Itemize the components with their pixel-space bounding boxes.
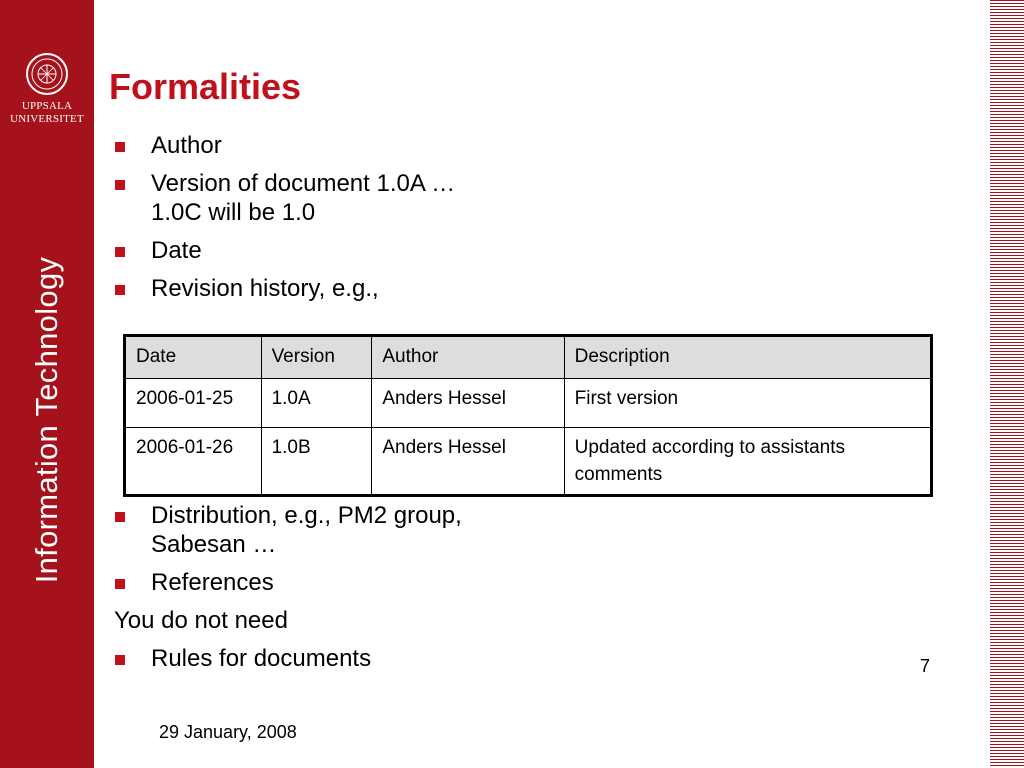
cell-author: Anders Hessel: [372, 428, 564, 496]
logo-line-1: UPPSALA: [21, 100, 73, 112]
footer-date: 29 January, 2008: [159, 722, 297, 742]
square-bullet-icon: [115, 579, 125, 589]
bullet-text: References: [151, 569, 274, 596]
logo-line-2: UNIVERSITET: [10, 113, 84, 125]
bullet-text: Revision history, e.g.,: [151, 275, 379, 302]
cell-date: 2006-01-25: [125, 379, 262, 428]
bullet-list-top: [114, 131, 455, 312]
bullet-text: Date: [151, 237, 202, 264]
bullet-item: [114, 131, 455, 160]
plain-text: You do not need: [114, 607, 288, 634]
bullet-item: [114, 236, 455, 265]
bullet-text-line-1: Distribution, e.g., PM2 group,: [151, 502, 462, 529]
square-bullet-icon: [115, 512, 125, 522]
bullet-list-bottom: [114, 501, 462, 682]
bullet-item: [114, 644, 462, 673]
page-number: 7: [920, 656, 931, 676]
column-header-date: Date: [125, 336, 262, 379]
square-bullet-icon: [115, 247, 125, 257]
revision-history-table: [123, 334, 933, 497]
bullet-item: [114, 568, 462, 597]
column-header-description: Description: [564, 336, 931, 379]
cell-version: 1.0A: [261, 379, 372, 428]
table-row: [125, 379, 932, 428]
bullet-item: [114, 169, 455, 227]
bullet-text-line-2: Sabesan …: [151, 531, 277, 558]
column-header-author: Author: [372, 336, 564, 379]
square-bullet-icon: [115, 180, 125, 190]
cell-version: 1.0B: [261, 428, 372, 496]
seal-icon: [25, 52, 69, 96]
square-bullet-icon: [115, 285, 125, 295]
sidebar-vertical-title: Information Technology: [29, 256, 64, 584]
bullet-text: Author: [151, 132, 222, 159]
table-row: [125, 428, 932, 496]
bullet-item: [114, 501, 462, 559]
slide-title: Formalities: [109, 66, 302, 107]
square-bullet-icon: [115, 142, 125, 152]
bullet-item: [114, 274, 455, 303]
university-logo: [0, 52, 94, 126]
square-bullet-icon: [115, 655, 125, 665]
sidebar: [0, 0, 94, 768]
bullet-text: Rules for documents: [151, 645, 372, 672]
decorative-stripes: [990, 0, 1024, 768]
table-header-row: [125, 336, 932, 379]
cell-date: 2006-01-26: [125, 428, 262, 496]
bullet-text-line-2: 1.0C will be 1.0: [151, 199, 316, 226]
cell-description: Updated according to assistants comments: [564, 428, 931, 496]
logo-wordmark: [0, 100, 94, 126]
plain-text-line: [114, 606, 462, 635]
cell-description: First version: [564, 379, 931, 428]
cell-author: Anders Hessel: [372, 379, 564, 428]
bullet-text-line-1: Version of document 1.0A …: [151, 170, 456, 197]
column-header-version: Version: [261, 336, 372, 379]
